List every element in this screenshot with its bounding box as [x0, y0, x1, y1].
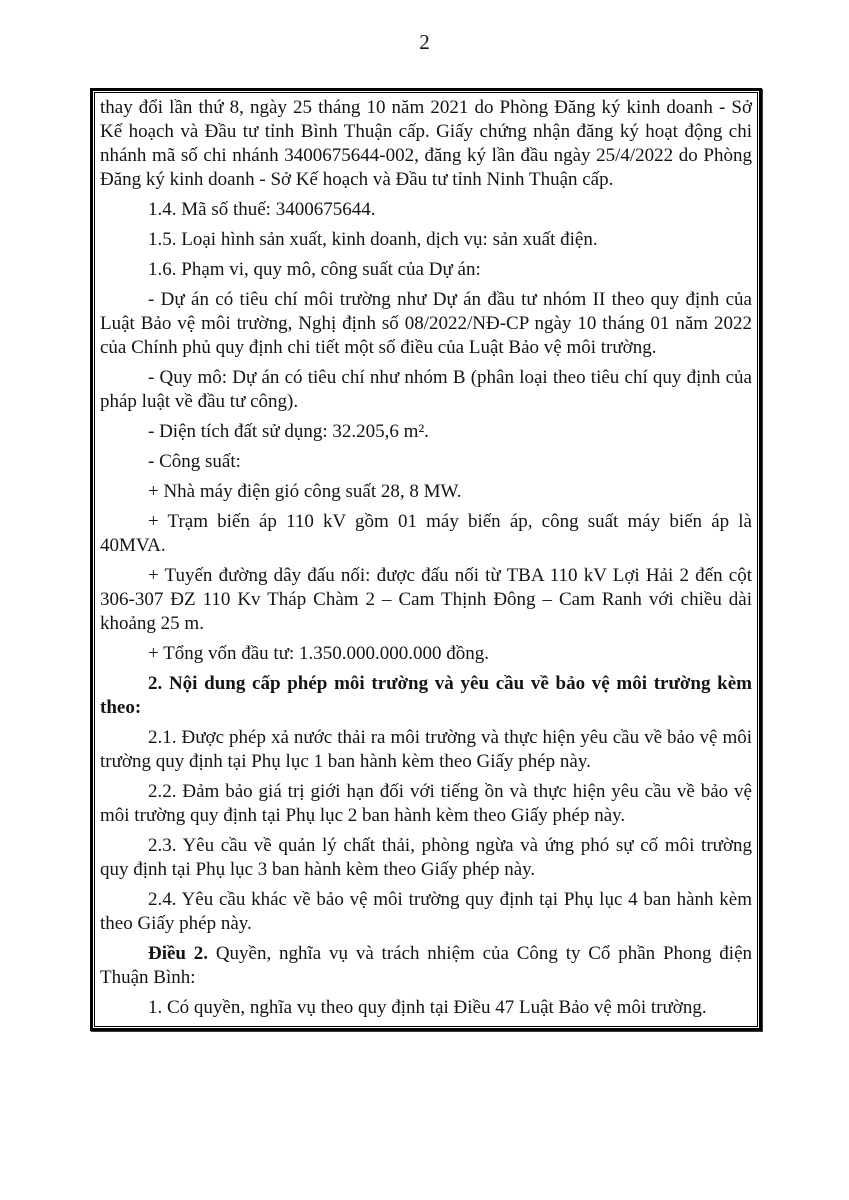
paragraph: 1. Có quyền, nghĩa vụ theo quy định tại Điều 47 Luật Bảo vệ môi trường.: [148, 997, 707, 1018]
paragraph: 2.4. Yêu cầu khác về bảo vệ môi trường quy định tại Phụ lục 4 ban hành kèm theo Giấy phép này.: [100, 889, 752, 934]
paragraph: - Công suất:: [148, 451, 241, 472]
paragraph: 2.1. Được phép xả nước thải ra môi trường và thực hiện yêu cầu về bảo vệ môi trường quy định tại Phụ lục 1 ban hành kèm theo Giấy phép này.: [100, 727, 752, 772]
paragraph: - Diện tích đất sử dụng: 32.205,6 m².: [148, 421, 429, 442]
paragraph: - Quy mô: Dự án có tiêu chí như nhóm B (phân loại theo tiêu chí quy định của pháp luật về đầu tư công).: [100, 367, 752, 412]
paragraph: 2.2. Đảm bảo giá trị giới hạn đối với tiếng ồn và thực hiện yêu cầu về bảo vệ môi trường quy định tại Phụ lục 2 ban hành kèm theo Giấy phép này.: [100, 781, 752, 826]
paragraph: thay đổi lần thứ 8, ngày 25 tháng 10 năm 2021 do Phòng Đăng ký kinh doanh - Sở Kế hoạch và Đầu tư tỉnh Bình Thuận cấp. Giấy chứng nhận đăng ký hoạt động chi nhánh mã số chi nhánh 3400675644-002, đăng ký lần đầu ngày 25/4/2022 do Phòng Đăng ký kinh doanh - Sở Kế hoạch và Đầu tư tỉnh Ninh Thuận cấp.: [100, 97, 752, 190]
paragraph: 2.3. Yêu cầu về quản lý chất thải, phòng ngừa và ứng phó sự cố môi trường quy định tại Phụ lục 3 ban hành kèm theo Giấy phép này.: [100, 835, 752, 880]
paragraph: 1.6. Phạm vi, quy mô, công suất của Dự án:: [148, 259, 481, 280]
paragraph: 1.5. Loại hình sản xuất, kinh doanh, dịch vụ: sản xuất điện.: [148, 229, 598, 250]
paragraph: + Trạm biến áp 110 kV gồm 01 máy biến áp, công suất máy biến áp là 40MVA.: [100, 511, 752, 556]
paragraph: + Tổng vốn đầu tư: 1.350.000.000.000 đồng.: [148, 643, 490, 664]
paragraph: 1.4. Mã số thuế: 3400675644.: [148, 199, 376, 220]
document-border-box: [90, 88, 762, 1031]
paragraph: 2. Nội dung cấp phép môi trường và yêu cầu về bảo vệ môi trường kèm theo:: [100, 673, 752, 718]
document-text-area: [94, 92, 758, 1027]
paragraph: - Dự án có tiêu chí môi trường như Dự án đầu tư nhóm II theo quy định của Luật Bảo vệ môi trường, Nghị định số 08/2022/NĐ-CP ngày 10 tháng 01 năm 2022 của Chính phủ quy định chi tiết một số điều của Luật Bảo vệ môi trường.: [100, 289, 752, 358]
paragraph: + Nhà máy điện gió công suất 28, 8 MW.: [148, 481, 462, 502]
paragraph: Điều 2. Quyền, nghĩa vụ và trách nhiệm của Công ty Cổ phần Phong điện Thuận Bình:: [100, 943, 753, 988]
paragraph: + Tuyến đường dây đấu nối: được đấu nối từ TBA 110 kV Lợi Hải 2 đến cột 306-307 ĐZ 110 Kv Tháp Chàm 2 – Cam Thịnh Đông – Cam Ranh với chiều dài khoảng 25 m.: [100, 565, 752, 634]
page-number: 2: [419, 30, 430, 54]
paragraph-bold-prefix: Điều 2.: [148, 943, 209, 964]
